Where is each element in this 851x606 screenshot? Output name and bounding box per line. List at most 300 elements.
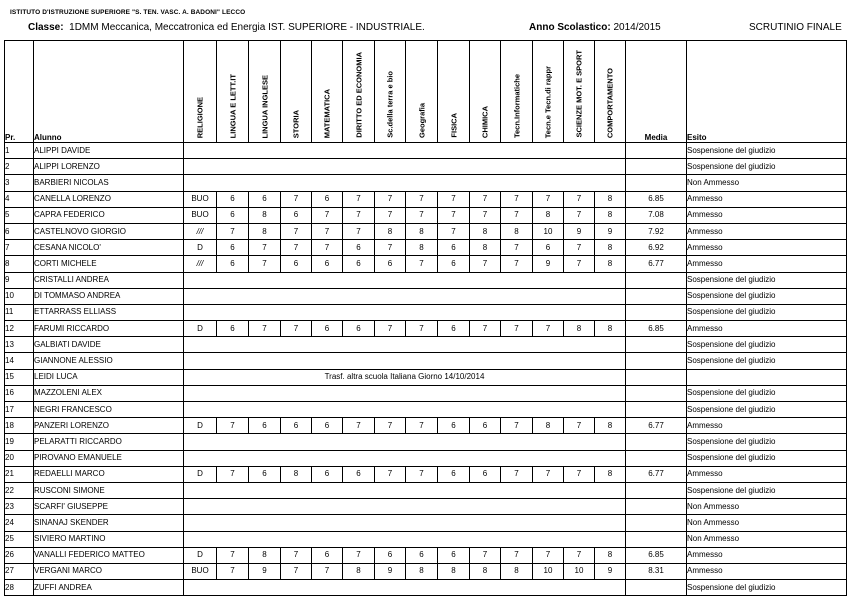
subject-grade: 7 — [281, 191, 312, 207]
class-value: 1DMM Meccanica, Meccatronica ed Energia IST. SUPERIORE - INDUSTRIALE. — [69, 22, 425, 33]
subject-grade: 7 — [501, 191, 533, 207]
subject-grade: 6 — [438, 547, 470, 563]
outcome-status: Ammesso — [687, 418, 847, 434]
school-name: ISTITUTO D'ISTRUZIONE SUPERIORE "S. TEN. VASC. A. BADONI" LECCO — [10, 9, 246, 16]
subject-grade: 6 — [438, 240, 470, 256]
religion-grade: D — [184, 547, 217, 563]
subject-grade: 7 — [501, 466, 533, 482]
subject-grade: 7 — [564, 418, 595, 434]
row-number: 2 — [5, 159, 34, 175]
outcome-status: Ammesso — [687, 547, 847, 563]
subject-grade: 7 — [249, 240, 281, 256]
row-number: 5 — [5, 207, 34, 223]
student-name: ALIPPI LORENZO — [34, 159, 184, 175]
subject-grade: 6 — [375, 547, 406, 563]
subject-grade: 9 — [595, 563, 626, 579]
subject-grade: 7 — [343, 191, 375, 207]
subject-grade: 6 — [406, 547, 438, 563]
outcome-status: Sospensione del giudizio — [687, 402, 847, 418]
subject-grade: 8 — [595, 207, 626, 223]
class-info — [28, 22, 425, 33]
table-row — [5, 304, 847, 320]
subject-label: STORIA — [291, 109, 301, 138]
religion-grade: BUO — [184, 207, 217, 223]
subject-grade: 7 — [564, 256, 595, 272]
subject-label: Tecn.Informatiche — [511, 73, 521, 138]
subject-grade: 6 — [217, 321, 249, 337]
row-number: 12 — [5, 321, 34, 337]
col-header-pr: Pr. — [5, 41, 34, 143]
subject-grade: 7 — [281, 321, 312, 337]
subject-grade: 8 — [595, 240, 626, 256]
subject-grade: 7 — [406, 321, 438, 337]
student-name: ZUFFI ANDREA — [34, 580, 184, 596]
average-value: 6.77 — [626, 256, 687, 272]
empty-grades — [184, 175, 626, 191]
religion-grade: /// — [184, 223, 217, 239]
subject-grade: 7 — [470, 256, 501, 272]
subject-grade: 7 — [312, 207, 343, 223]
subject-label: FISICA — [448, 113, 458, 138]
col-header-alunno: Alunno — [34, 41, 184, 143]
student-name: VERGANI MARCO — [34, 563, 184, 579]
subject-grade: 9 — [595, 223, 626, 239]
subject-grade: 7 — [217, 547, 249, 563]
row-number: 16 — [5, 385, 34, 401]
average-value: 6.77 — [626, 466, 687, 482]
subject-grade: 8 — [406, 223, 438, 239]
subject-grade: 6 — [217, 191, 249, 207]
row-number: 3 — [5, 175, 34, 191]
outcome-status: Sospensione del giudizio — [687, 288, 847, 304]
student-name: REDAELLI MARCO — [34, 466, 184, 482]
col-header-subject — [595, 41, 626, 143]
subject-label: DIRITTO ED ECONOMIA — [353, 52, 363, 138]
subject-grade: 8 — [564, 321, 595, 337]
table-row — [5, 580, 847, 596]
col-header-subject — [343, 41, 375, 143]
subject-grade: 6 — [249, 418, 281, 434]
subject-grade: 7 — [375, 191, 406, 207]
col-header-subject — [312, 41, 343, 143]
student-name: FARUMI RICCARDO — [34, 321, 184, 337]
subject-grade: 10 — [533, 563, 564, 579]
student-name: ETTARRASS ELLIASS — [34, 304, 184, 320]
table-row — [5, 272, 847, 288]
student-name: CESANA NICOLO' — [34, 240, 184, 256]
col-header-subject — [564, 41, 595, 143]
subject-grade: 7 — [501, 321, 533, 337]
student-name: PANZERI LORENZO — [34, 418, 184, 434]
subject-grade: 6 — [249, 191, 281, 207]
col-header-subject — [533, 41, 564, 143]
subject-label: SCIENZE MOT. E SPORT — [574, 50, 584, 138]
subject-grade: 7 — [501, 240, 533, 256]
col-header-subject — [406, 41, 438, 143]
row-number: 27 — [5, 563, 34, 579]
subject-grade: 7 — [501, 547, 533, 563]
subject-grade: 6 — [217, 256, 249, 272]
col-header-subject — [217, 41, 249, 143]
average-value: 7.92 — [626, 223, 687, 239]
subject-grade: 8 — [249, 207, 281, 223]
subject-grade: 6 — [312, 418, 343, 434]
subject-grade: 7 — [564, 191, 595, 207]
average-value — [626, 353, 687, 369]
empty-grades — [184, 288, 626, 304]
subject-grade: 7 — [533, 191, 564, 207]
student-name: PIROVANO EMANUELE — [34, 450, 184, 466]
empty-grades — [184, 515, 626, 531]
student-name: NEGRI FRANCESCO — [34, 402, 184, 418]
outcome-status: Ammesso — [687, 256, 847, 272]
subject-grade: 8 — [595, 321, 626, 337]
row-number: 4 — [5, 191, 34, 207]
subject-grade: 7 — [564, 547, 595, 563]
subject-grade: 7 — [564, 207, 595, 223]
row-number: 1 — [5, 143, 34, 159]
subject-grade: 7 — [343, 223, 375, 239]
table-row — [5, 159, 847, 175]
subject-grade: 6 — [438, 466, 470, 482]
subject-grade: 7 — [375, 240, 406, 256]
average-value: 8.31 — [626, 563, 687, 579]
subject-grade: 7 — [375, 466, 406, 482]
subject-grade: 8 — [595, 418, 626, 434]
row-number: 10 — [5, 288, 34, 304]
subject-grade: 7 — [312, 563, 343, 579]
outcome-status: Ammesso — [687, 321, 847, 337]
empty-grades — [184, 450, 626, 466]
subject-grade: 7 — [343, 207, 375, 223]
religion-grade: D — [184, 418, 217, 434]
student-name: SINANAJ SKENDER — [34, 515, 184, 531]
empty-grades — [184, 385, 626, 401]
average-value — [626, 272, 687, 288]
average-value: 6.85 — [626, 321, 687, 337]
empty-grades — [184, 353, 626, 369]
subject-grade: 7 — [438, 191, 470, 207]
student-name: SCARFI' GIUSEPPE — [34, 499, 184, 515]
student-name: GALBIATI DAVIDE — [34, 337, 184, 353]
average-value — [626, 580, 687, 596]
header-row — [5, 41, 847, 143]
subject-grade: 7 — [375, 321, 406, 337]
subject-grade: 8 — [343, 563, 375, 579]
subject-grade: 6 — [343, 240, 375, 256]
subject-grade: 8 — [595, 256, 626, 272]
table-row — [5, 385, 847, 401]
subject-grade: 7 — [217, 418, 249, 434]
religion-grade: BUO — [184, 563, 217, 579]
subject-grade: 8 — [533, 418, 564, 434]
average-value — [626, 531, 687, 547]
table-row — [5, 175, 847, 191]
col-header-subject — [184, 41, 217, 143]
subject-grade: 8 — [470, 240, 501, 256]
subject-grade: 7 — [281, 563, 312, 579]
col-header-subject — [375, 41, 406, 143]
table-row — [5, 353, 847, 369]
subject-grade: 6 — [281, 256, 312, 272]
average-value: 6.85 — [626, 547, 687, 563]
subject-grade: 10 — [533, 223, 564, 239]
row-number: 9 — [5, 272, 34, 288]
subject-grade: 6 — [312, 321, 343, 337]
row-number: 22 — [5, 482, 34, 498]
subject-grade: 8 — [595, 466, 626, 482]
table-row — [5, 499, 847, 515]
row-number: 18 — [5, 418, 34, 434]
table-row — [5, 321, 847, 337]
outcome-status: Sospensione del giudizio — [687, 450, 847, 466]
average-value — [626, 499, 687, 515]
subject-grade: 7 — [343, 547, 375, 563]
subject-grade: 7 — [281, 223, 312, 239]
table-row — [5, 563, 847, 579]
student-name: VANALLI FEDERICO MATTEO — [34, 547, 184, 563]
outcome-status: Sospensione del giudizio — [687, 580, 847, 596]
average-value — [626, 482, 687, 498]
col-header-esito: Esito — [687, 41, 847, 143]
table-row — [5, 547, 847, 563]
outcome-status: Ammesso — [687, 466, 847, 482]
subject-grade: 7 — [406, 466, 438, 482]
subject-grade: 8 — [438, 563, 470, 579]
subject-grade: 8 — [501, 563, 533, 579]
subject-grade: 8 — [406, 240, 438, 256]
subject-grade: 6 — [281, 418, 312, 434]
subject-label: Sc.della terra e bio — [385, 71, 395, 138]
average-value — [626, 450, 687, 466]
table-row — [5, 466, 847, 482]
student-name: PELARATTI RICCARDO — [34, 434, 184, 450]
subject-grade: 7 — [533, 321, 564, 337]
empty-grades — [184, 482, 626, 498]
subject-grade: 6 — [343, 321, 375, 337]
table-row — [5, 240, 847, 256]
subject-grade: 7 — [249, 256, 281, 272]
subject-grade: 6 — [343, 256, 375, 272]
subject-grade: 7 — [438, 223, 470, 239]
subject-grade: 7 — [533, 547, 564, 563]
table-row — [5, 531, 847, 547]
subject-grade: 7 — [281, 240, 312, 256]
outcome-status: Sospensione del giudizio — [687, 482, 847, 498]
subject-label: Geografia — [416, 102, 426, 138]
average-value — [626, 304, 687, 320]
subject-label: LINGUA E LETT.IT — [227, 73, 237, 138]
subject-grade: 7 — [438, 207, 470, 223]
row-number: 13 — [5, 337, 34, 353]
empty-grades — [184, 402, 626, 418]
subject-grade: 7 — [375, 418, 406, 434]
student-name: SIVIERO MARTINO — [34, 531, 184, 547]
row-number: 15 — [5, 369, 34, 385]
subject-grade: 7 — [375, 207, 406, 223]
col-header-media: Media — [626, 41, 687, 143]
class-label: Classe: — [28, 22, 64, 33]
subject-grade: 7 — [312, 240, 343, 256]
student-name: DI TOMMASO ANDREA — [34, 288, 184, 304]
average-value: 6.92 — [626, 240, 687, 256]
subject-grade: 9 — [249, 563, 281, 579]
subject-grade: 6 — [438, 256, 470, 272]
outcome-status — [687, 369, 847, 385]
row-number: 19 — [5, 434, 34, 450]
empty-grades — [184, 434, 626, 450]
col-header-subject — [281, 41, 312, 143]
average-value — [626, 175, 687, 191]
subject-grade: 8 — [533, 207, 564, 223]
table-row — [5, 515, 847, 531]
outcome-status: Sospensione del giudizio — [687, 385, 847, 401]
subject-grade: 6 — [312, 547, 343, 563]
outcome-status: Sospensione del giudizio — [687, 272, 847, 288]
subject-grade: 7 — [217, 466, 249, 482]
subject-label: Tecn.e Tecn.di rappr — [543, 65, 553, 138]
religion-grade: /// — [184, 256, 217, 272]
subject-grade: 7 — [406, 256, 438, 272]
empty-grades — [184, 272, 626, 288]
average-value: 6.85 — [626, 191, 687, 207]
subject-grade: 7 — [501, 418, 533, 434]
average-value: 6.77 — [626, 418, 687, 434]
subject-grade: 7 — [533, 466, 564, 482]
average-value — [626, 402, 687, 418]
student-name: CORTI MICHELE — [34, 256, 184, 272]
student-name: BARBIERI NICOLAS — [34, 175, 184, 191]
subject-label: RELIGIONE — [195, 96, 205, 138]
student-name: RUSCONI SIMONE — [34, 482, 184, 498]
table-row — [5, 143, 847, 159]
row-number: 17 — [5, 402, 34, 418]
subject-grade: 7 — [406, 207, 438, 223]
student-name: CASTELNOVO GIORGIO — [34, 223, 184, 239]
outcome-status: Ammesso — [687, 207, 847, 223]
student-name: ALIPPI DAVIDE — [34, 143, 184, 159]
col-header-subject — [470, 41, 501, 143]
subject-grade: 7 — [470, 547, 501, 563]
row-number: 26 — [5, 547, 34, 563]
empty-grades — [184, 143, 626, 159]
subject-grade: 6 — [470, 418, 501, 434]
row-number: 14 — [5, 353, 34, 369]
subject-grade: 8 — [249, 547, 281, 563]
row-number: 28 — [5, 580, 34, 596]
row-number: 25 — [5, 531, 34, 547]
subject-grade: 7 — [470, 321, 501, 337]
subject-grade: 8 — [375, 223, 406, 239]
school-year — [529, 22, 661, 33]
empty-grades — [184, 531, 626, 547]
row-number: 8 — [5, 256, 34, 272]
subject-grade: 7 — [501, 256, 533, 272]
row-number: 24 — [5, 515, 34, 531]
outcome-status: Sospensione del giudizio — [687, 304, 847, 320]
subject-grade: 7 — [564, 466, 595, 482]
table-row — [5, 402, 847, 418]
grades-table — [4, 40, 847, 596]
subject-grade: 6 — [438, 321, 470, 337]
subject-grade: 7 — [406, 191, 438, 207]
subject-grade: 8 — [501, 223, 533, 239]
student-name: CANELLA LORENZO — [34, 191, 184, 207]
empty-grades — [184, 337, 626, 353]
subject-grade: 7 — [564, 240, 595, 256]
outcome-status: Ammesso — [687, 223, 847, 239]
religion-grade: D — [184, 321, 217, 337]
subject-grade: 6 — [375, 256, 406, 272]
student-name: CRISTALLI ANDREA — [34, 272, 184, 288]
outcome-status: Sospensione del giudizio — [687, 159, 847, 175]
outcome-status: Sospensione del giudizio — [687, 353, 847, 369]
subject-grade: 8 — [249, 223, 281, 239]
row-number: 6 — [5, 223, 34, 239]
subject-grade: 7 — [501, 207, 533, 223]
empty-grades — [184, 499, 626, 515]
subject-label: COMPORTAMENTO — [605, 67, 615, 138]
transfer-note: Trasf. altra scuola Italiana Giorno 14/10/2014 — [184, 369, 626, 385]
student-name: GIANNONE ALESSIO — [34, 353, 184, 369]
subject-grade: 6 — [217, 240, 249, 256]
subject-grade: 6 — [470, 466, 501, 482]
average-value — [626, 143, 687, 159]
subject-grade: 6 — [343, 466, 375, 482]
empty-grades — [184, 304, 626, 320]
subject-grade: 6 — [312, 256, 343, 272]
row-number: 20 — [5, 450, 34, 466]
empty-grades — [184, 159, 626, 175]
average-value — [626, 434, 687, 450]
table-row — [5, 288, 847, 304]
subject-grade: 6 — [217, 207, 249, 223]
religion-grade: BUO — [184, 191, 217, 207]
subject-grade: 7 — [406, 418, 438, 434]
average-value — [626, 288, 687, 304]
row-number: 23 — [5, 499, 34, 515]
subject-grade: 8 — [281, 466, 312, 482]
subject-grade: 8 — [595, 191, 626, 207]
subject-grade: 7 — [249, 321, 281, 337]
subject-label: LINGUA INGLESE — [259, 74, 269, 138]
row-number: 7 — [5, 240, 34, 256]
student-name: LEIDI LUCA — [34, 369, 184, 385]
subject-grade: 6 — [281, 207, 312, 223]
subject-grade: 8 — [470, 223, 501, 239]
subject-grade: 7 — [470, 191, 501, 207]
outcome-status: Non Ammesso — [687, 515, 847, 531]
table-row — [5, 434, 847, 450]
report-type: SCRUTINIO FINALE — [749, 22, 842, 33]
outcome-status: Non Ammesso — [687, 531, 847, 547]
subject-grade: 6 — [533, 240, 564, 256]
subject-grade: 8 — [470, 563, 501, 579]
religion-grade: D — [184, 466, 217, 482]
student-name: CAPRA FEDERICO — [34, 207, 184, 223]
subject-label: CHIMICA — [480, 105, 490, 138]
col-header-subject — [501, 41, 533, 143]
subject-grade: 6 — [312, 191, 343, 207]
subject-grade: 7 — [281, 547, 312, 563]
subject-grade: 9 — [533, 256, 564, 272]
table-row — [5, 256, 847, 272]
subject-label: MATEMATICA — [322, 88, 332, 138]
subject-grade: 7 — [217, 563, 249, 579]
average-value: 7.08 — [626, 207, 687, 223]
subject-grade: 9 — [375, 563, 406, 579]
subject-grade: 7 — [217, 223, 249, 239]
